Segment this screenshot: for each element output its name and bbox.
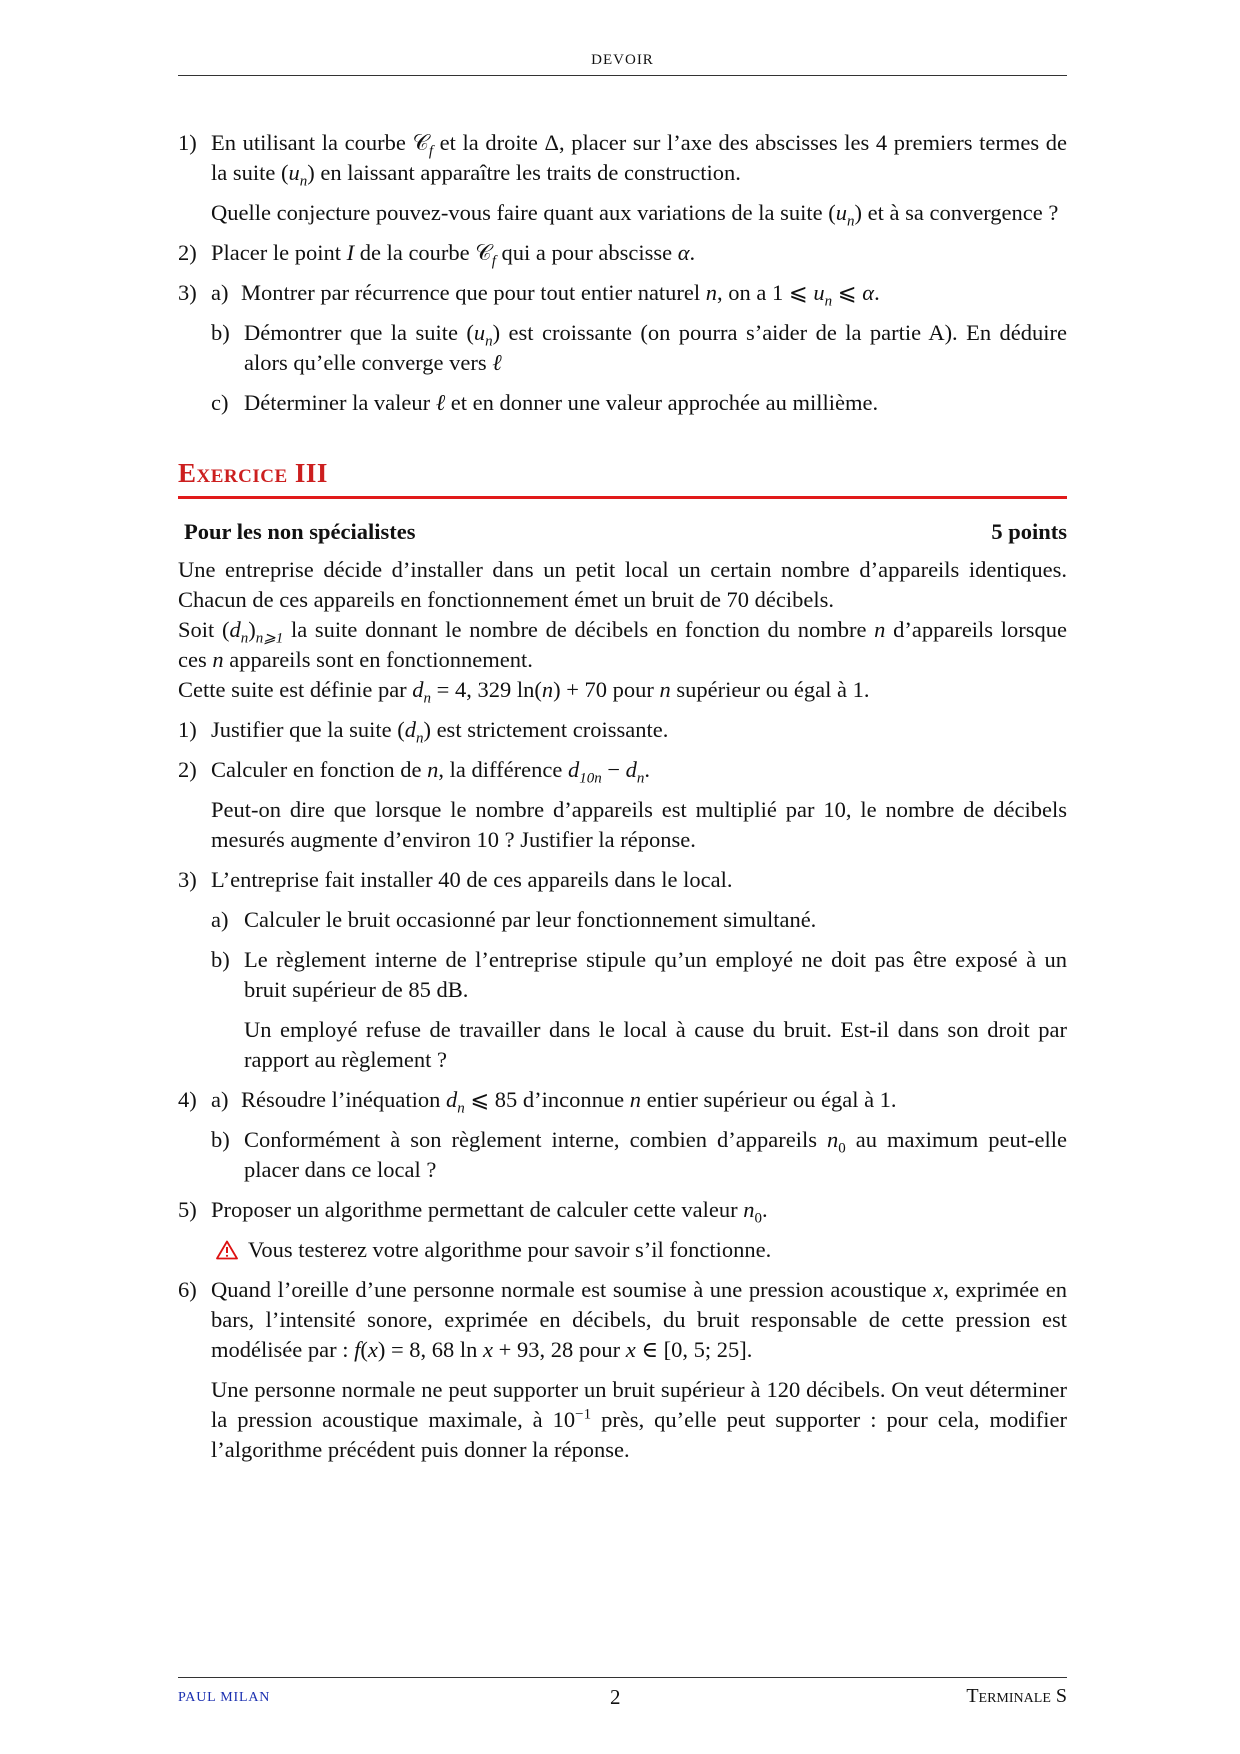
text: En utilisant la courbe 𝒞 bbox=[211, 130, 429, 155]
math-var: ℓ bbox=[435, 390, 446, 415]
sub-letter: a) bbox=[211, 907, 229, 932]
math-var: d bbox=[625, 757, 637, 782]
footer-divider bbox=[178, 1677, 1067, 1678]
text: ( bbox=[360, 1337, 368, 1362]
math-var: d bbox=[567, 757, 580, 782]
subscript: 0 bbox=[754, 1210, 763, 1227]
text: Le règlement interne de l’entreprise stipule qu’un employé ne doit pas être exposé à un bruit supérieur de 85 dB. bbox=[244, 947, 1067, 1002]
warning-note bbox=[178, 1235, 1067, 1265]
text: Justifier que la suite ( bbox=[211, 717, 405, 742]
exercise-points: 5 points bbox=[991, 519, 1067, 544]
text: . bbox=[644, 757, 651, 782]
question-number: 1) bbox=[178, 717, 197, 742]
math-var: x bbox=[933, 1277, 944, 1302]
math-var: d bbox=[404, 717, 416, 742]
math-var: f bbox=[354, 1337, 361, 1362]
math-var: n bbox=[743, 1197, 755, 1222]
text: près, qu’elle peut supporter : pour cela, modifier l’algorithme précédent puis donner la réponse. bbox=[211, 1407, 1067, 1462]
text: appareils sont en fonctionnement. bbox=[223, 647, 533, 672]
ex-question-2-continuation: Peut-on dire que lorsque le nombre d’appareils est multiplié par 10, le nombre de décibels mesurés augmente d’environ 10 ? Justifier la réponse. bbox=[211, 797, 1067, 852]
ex-question-3a bbox=[178, 905, 1067, 935]
text: supérieur ou égal à 1. bbox=[670, 677, 870, 702]
page-number: 2 bbox=[610, 1685, 621, 1709]
sub-letter: a) bbox=[211, 280, 229, 305]
sub-letter: a) bbox=[211, 1087, 229, 1112]
text: , on a 1 ⩽ bbox=[717, 280, 814, 305]
subscript: n bbox=[636, 770, 645, 787]
ex-question-4 bbox=[178, 1085, 1067, 1115]
ex-question-6-continuation bbox=[178, 1375, 1067, 1465]
subscript: n bbox=[299, 173, 308, 190]
text: ) et à sa convergence ? bbox=[854, 200, 1059, 225]
exercise-divider bbox=[178, 496, 1067, 499]
text: Quand l’oreille d’une personne normale est soumise à une pression acoustique bbox=[211, 1277, 934, 1302]
subscript: f bbox=[491, 253, 496, 270]
text: et la droite Δ, placer sur l’axe des abscisses les 4 premiers termes de la suite ( bbox=[211, 130, 1067, 185]
subscript: n bbox=[423, 690, 432, 707]
superscript: −1 bbox=[575, 1406, 592, 1423]
text: de la courbe 𝒞 bbox=[354, 240, 492, 265]
math-var: d bbox=[229, 617, 241, 642]
question-1-continuation bbox=[178, 198, 1067, 228]
question-number: 3) bbox=[178, 867, 197, 892]
subscript: n bbox=[824, 293, 833, 310]
question-number: 5) bbox=[178, 1197, 197, 1222]
ex-question-3b-continuation: Un employé refuse de travailler dans le local à cause du bruit. Est-il dans son droit par rapport au règlement ? bbox=[244, 1017, 1067, 1072]
text: Placer le point bbox=[211, 240, 347, 265]
text: . bbox=[874, 280, 880, 305]
warning-icon bbox=[216, 1240, 238, 1260]
text: , exprimée en bars, l’intensité sonore, exprimée en décibels, du bruit responsable de cette pression est modélisée par : bbox=[211, 1277, 1067, 1362]
text: au maximum peut-elle placer dans ce local ? bbox=[244, 1127, 1067, 1182]
text: Proposer un algorithme permettant de calculer cette valeur bbox=[211, 1197, 744, 1222]
ex-question-3b bbox=[178, 945, 1067, 1005]
math-var: u bbox=[835, 200, 848, 225]
question-3b bbox=[178, 318, 1067, 378]
text: Calculer en fonction de bbox=[211, 757, 428, 782]
text: Déterminer la valeur bbox=[244, 390, 436, 415]
text: ) + 70 pour bbox=[553, 677, 660, 702]
text: d’appareils lorsque ces bbox=[178, 617, 1067, 672]
math-var: n bbox=[659, 677, 671, 702]
text: ∈ [0, 5; 25]. bbox=[635, 1337, 753, 1362]
subscript: n bbox=[457, 1100, 465, 1117]
question-number: 2) bbox=[178, 240, 197, 265]
math-var: n bbox=[827, 1127, 839, 1152]
sub-letter: b) bbox=[211, 320, 230, 345]
text: qui a pour abscisse bbox=[495, 240, 678, 265]
exercise-header bbox=[178, 517, 1067, 547]
text: ) en laissant apparaître les traits de construction. bbox=[307, 160, 741, 185]
text: Soit ( bbox=[178, 617, 230, 642]
question-number: 2) bbox=[178, 757, 197, 782]
math-var: u bbox=[813, 280, 825, 305]
subscript: 0 bbox=[838, 1140, 846, 1157]
question-number: 6) bbox=[178, 1277, 197, 1302]
warning-text: Vous testerez votre algorithme pour savoir s’il fonctionne. bbox=[248, 1237, 772, 1262]
math-var: n bbox=[212, 647, 224, 672]
ex-question-3 bbox=[178, 865, 1067, 895]
math-var: n bbox=[541, 677, 554, 702]
subscript: n bbox=[240, 630, 249, 647]
text: et en donner une valeur approchée au millième. bbox=[445, 390, 879, 415]
ex-question-4b bbox=[178, 1125, 1067, 1185]
ex-question-6 bbox=[178, 1275, 1067, 1365]
question-2 bbox=[178, 238, 1067, 268]
math-var: ℓ bbox=[492, 350, 502, 375]
text: Calculer le bruit occasionné par leur fonctionnement simultané. bbox=[244, 907, 817, 932]
subscript: f bbox=[428, 143, 434, 160]
ex-question-5 bbox=[178, 1195, 1067, 1225]
sub-letter: c) bbox=[211, 390, 229, 415]
math-var: d bbox=[445, 1087, 458, 1112]
header-divider bbox=[178, 75, 1067, 76]
exercise-title: Exercice III bbox=[178, 458, 328, 488]
question-number: 1) bbox=[178, 130, 197, 155]
text: . bbox=[689, 240, 696, 265]
math-var: d bbox=[412, 677, 424, 702]
math-var: x bbox=[367, 1337, 378, 1362]
sub-letter: b) bbox=[211, 1127, 230, 1152]
text: Démontrer que la suite ( bbox=[244, 320, 474, 345]
page-content bbox=[178, 128, 1067, 1475]
sub-letter: b) bbox=[211, 947, 230, 972]
subscript: n bbox=[847, 213, 855, 230]
text: Quelle conjecture pouvez-vous faire quant aux variations de la suite ( bbox=[211, 200, 836, 225]
exercise-subtitle: Pour les non spécialistes bbox=[184, 519, 416, 544]
text: − bbox=[601, 757, 626, 782]
text: Cette suite est définie par bbox=[178, 677, 413, 702]
footer-author: PAUL MILAN bbox=[178, 1690, 271, 1705]
question-3 bbox=[178, 278, 1067, 308]
text: ⩽ bbox=[832, 280, 863, 305]
subscript: n bbox=[415, 730, 424, 747]
ex-question-1 bbox=[178, 715, 1067, 745]
ex-question-2 bbox=[178, 755, 1067, 785]
math-var: x bbox=[625, 1337, 636, 1362]
intro-paragraph-2 bbox=[178, 615, 1067, 675]
page-header: DEVOIR bbox=[591, 52, 654, 68]
math-var: n bbox=[629, 1087, 642, 1112]
math-var: α bbox=[677, 240, 690, 265]
text: ) = 8, 68 ln bbox=[377, 1337, 484, 1362]
text: = 4, 329 ln( bbox=[431, 677, 542, 702]
question-1 bbox=[178, 128, 1067, 188]
text: Conformément à son règlement interne, combien d’appareils bbox=[244, 1127, 828, 1152]
text: la suite donnant le nombre de décibels en fonction du nombre bbox=[283, 617, 875, 642]
math-var: u bbox=[288, 160, 300, 185]
text: ) est croissante (on pourra s’aider de la partie A). En déduire alors qu’elle converge vers bbox=[244, 320, 1068, 375]
text: ) est strictement croissante. bbox=[423, 717, 669, 742]
subscript: n⩾1 bbox=[255, 630, 284, 647]
question-number: 4) bbox=[178, 1087, 197, 1112]
math-var: n bbox=[874, 617, 886, 642]
footer-class: Terminale S bbox=[966, 1685, 1067, 1707]
math-var: I bbox=[346, 240, 355, 265]
math-var: α bbox=[862, 280, 875, 305]
question-number: 3) bbox=[178, 280, 197, 305]
intro-paragraph: Une entreprise décide d’installer dans un petit local un certain nombre d’appareils identiques. Chacun de ces appareils en fonctionnement émet un bruit de 70 décibels. bbox=[178, 557, 1067, 612]
question-3c bbox=[178, 388, 1067, 418]
math-var: n bbox=[705, 280, 718, 305]
math-var: x bbox=[483, 1337, 494, 1362]
text: + 93, 28 pour bbox=[493, 1337, 626, 1362]
intro-paragraph-3 bbox=[178, 675, 1067, 705]
math-var: u bbox=[473, 320, 486, 345]
text: L’entreprise fait installer 40 de ces appareils dans le local. bbox=[211, 867, 733, 892]
math-var: n bbox=[427, 757, 439, 782]
text: ⩽ 85 d’inconnue bbox=[464, 1087, 630, 1112]
text: Montrer par récurrence que pour tout entier naturel bbox=[241, 280, 706, 305]
text: Une personne normale ne peut supporter un bruit supérieur à 120 décibels. On veut déterminer la pression acoustique maximale, à 10 bbox=[211, 1377, 1067, 1432]
text: entier supérieur ou égal à 1. bbox=[641, 1087, 897, 1112]
text: , la différence bbox=[438, 757, 568, 782]
text: ) bbox=[248, 617, 256, 642]
text: Résoudre l’inéquation bbox=[241, 1087, 446, 1112]
subscript: n bbox=[485, 333, 493, 350]
text: . bbox=[762, 1197, 768, 1222]
subscript: 10n bbox=[579, 770, 602, 787]
